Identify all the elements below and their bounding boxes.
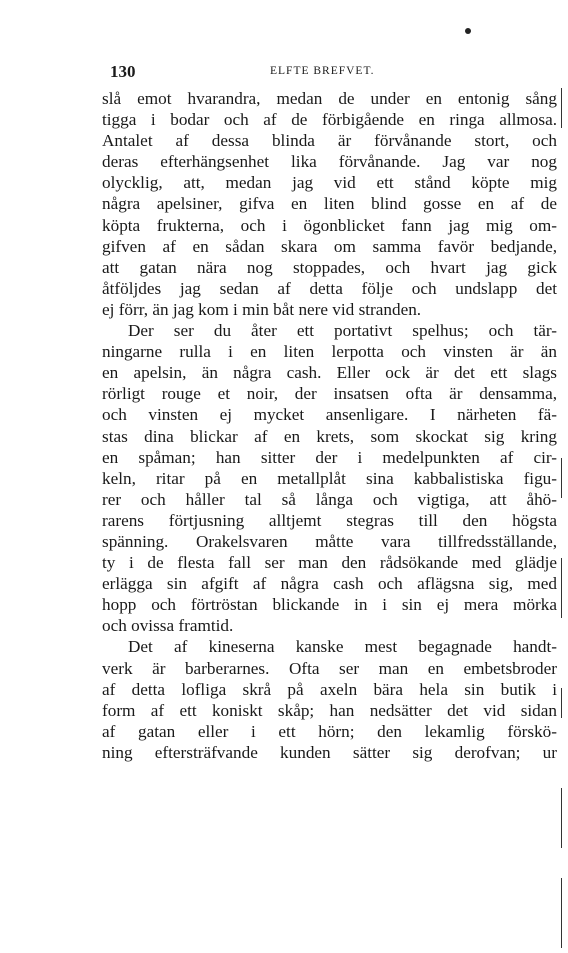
text-line: köpta frukterna, och i ögonblicket fann jag mig om- [102,215,557,235]
text-line: olycklig, att, medan jag vid ett stånd köpte mig [102,173,557,193]
text-line: en spåman; han sitter der i medelpunkten af cir- [102,447,557,467]
text-line: slå emot hvarandra, medan de under en entonig sång [102,89,557,108]
page-header [110,62,550,80]
text-line: spänning. Orakelsvaren måtte vara tillfredsställande, [102,531,557,551]
bleed-line [561,878,562,948]
text-line: rer och håller tal så långa och vigtiga, att åhö- [102,489,557,509]
bleed-line [561,688,562,718]
text-line: stas dina blickar af en krets, som skockat sig kring [102,426,557,446]
text-line: keln, ritar på en metallplåt sina kabbalistiska figu- [102,468,557,488]
text-line: af detta lofliga skrå på axeln bära hela sin butik i [102,679,557,699]
text-line: Antalet af dessa blinda är förvånande stort, och [102,131,557,151]
text-line: rörligt rouge et noir, der insatsen ofta är densamma, [102,384,557,404]
text-line: erlägga sin afgift af några cash och aflägsna sig, med [102,574,557,594]
ink-dot [465,28,471,34]
bleed-line [561,788,562,848]
text-line: att gatan nära nog stoppades, och hvart jag gick [102,257,557,277]
bleed-line [561,558,562,618]
text-line: tigga i bodar och af de förbigående en ringa allmosa. [102,110,557,130]
text-line: form af ett koniskt skåp; han nedsätter det vid sidan [102,700,557,720]
text-line: och vinsten ej mycket ansenligare. I närheten fä- [102,405,557,425]
text-line: och ovissa framtid. [102,616,234,636]
gutter-bleed-marks [553,88,567,948]
text-line: gifven af en sådan skara om samma favör bedjande, [102,236,557,256]
text-line: Der ser du åter ett portativt spelhus; och tär- [128,321,557,341]
bleed-line [561,458,562,498]
text-line: Det af kineserna kanske mest begagnade handt- [128,637,557,657]
text-line: ej förr, än jag kom i min båt nere vid stranden. [102,299,422,319]
running-head: ELFTE BREFVET. [270,65,375,77]
text-line: en apelsin, än några cash. Eller ock är det ett slags [102,363,557,383]
text-line: ningarne rulla i en liten lerpotta och vinsten är än [102,342,557,362]
page-number: 130 [110,62,136,81]
text-line: hopp och förtröstan blickande in i sin ej mera mörka [102,595,557,615]
text-line: rarens förtjusning alltjemt stegras till den högsta [102,510,557,530]
text-line: ning eftersträfvande kunden sätter sig derofvan; ur [102,742,557,762]
body-text [102,88,557,763]
text-line: ty i de flesta fall ser man den rådsökande med glädje [102,553,557,573]
text-line: verk är barberarnes. Ofta ser man en embetsbroder [102,658,557,678]
bleed-line [561,88,562,128]
text-line: åtföljdes jag sedan af detta följe och undslapp det [102,278,557,298]
text-line: af gatan eller i ett hörn; den lekamlig förskö- [102,721,557,741]
text-line: några apelsiner, gifva en liten blind gosse en af de [102,194,557,214]
text-line: deras efterhängsenhet lika förvånande. Jag var nog [102,152,557,172]
